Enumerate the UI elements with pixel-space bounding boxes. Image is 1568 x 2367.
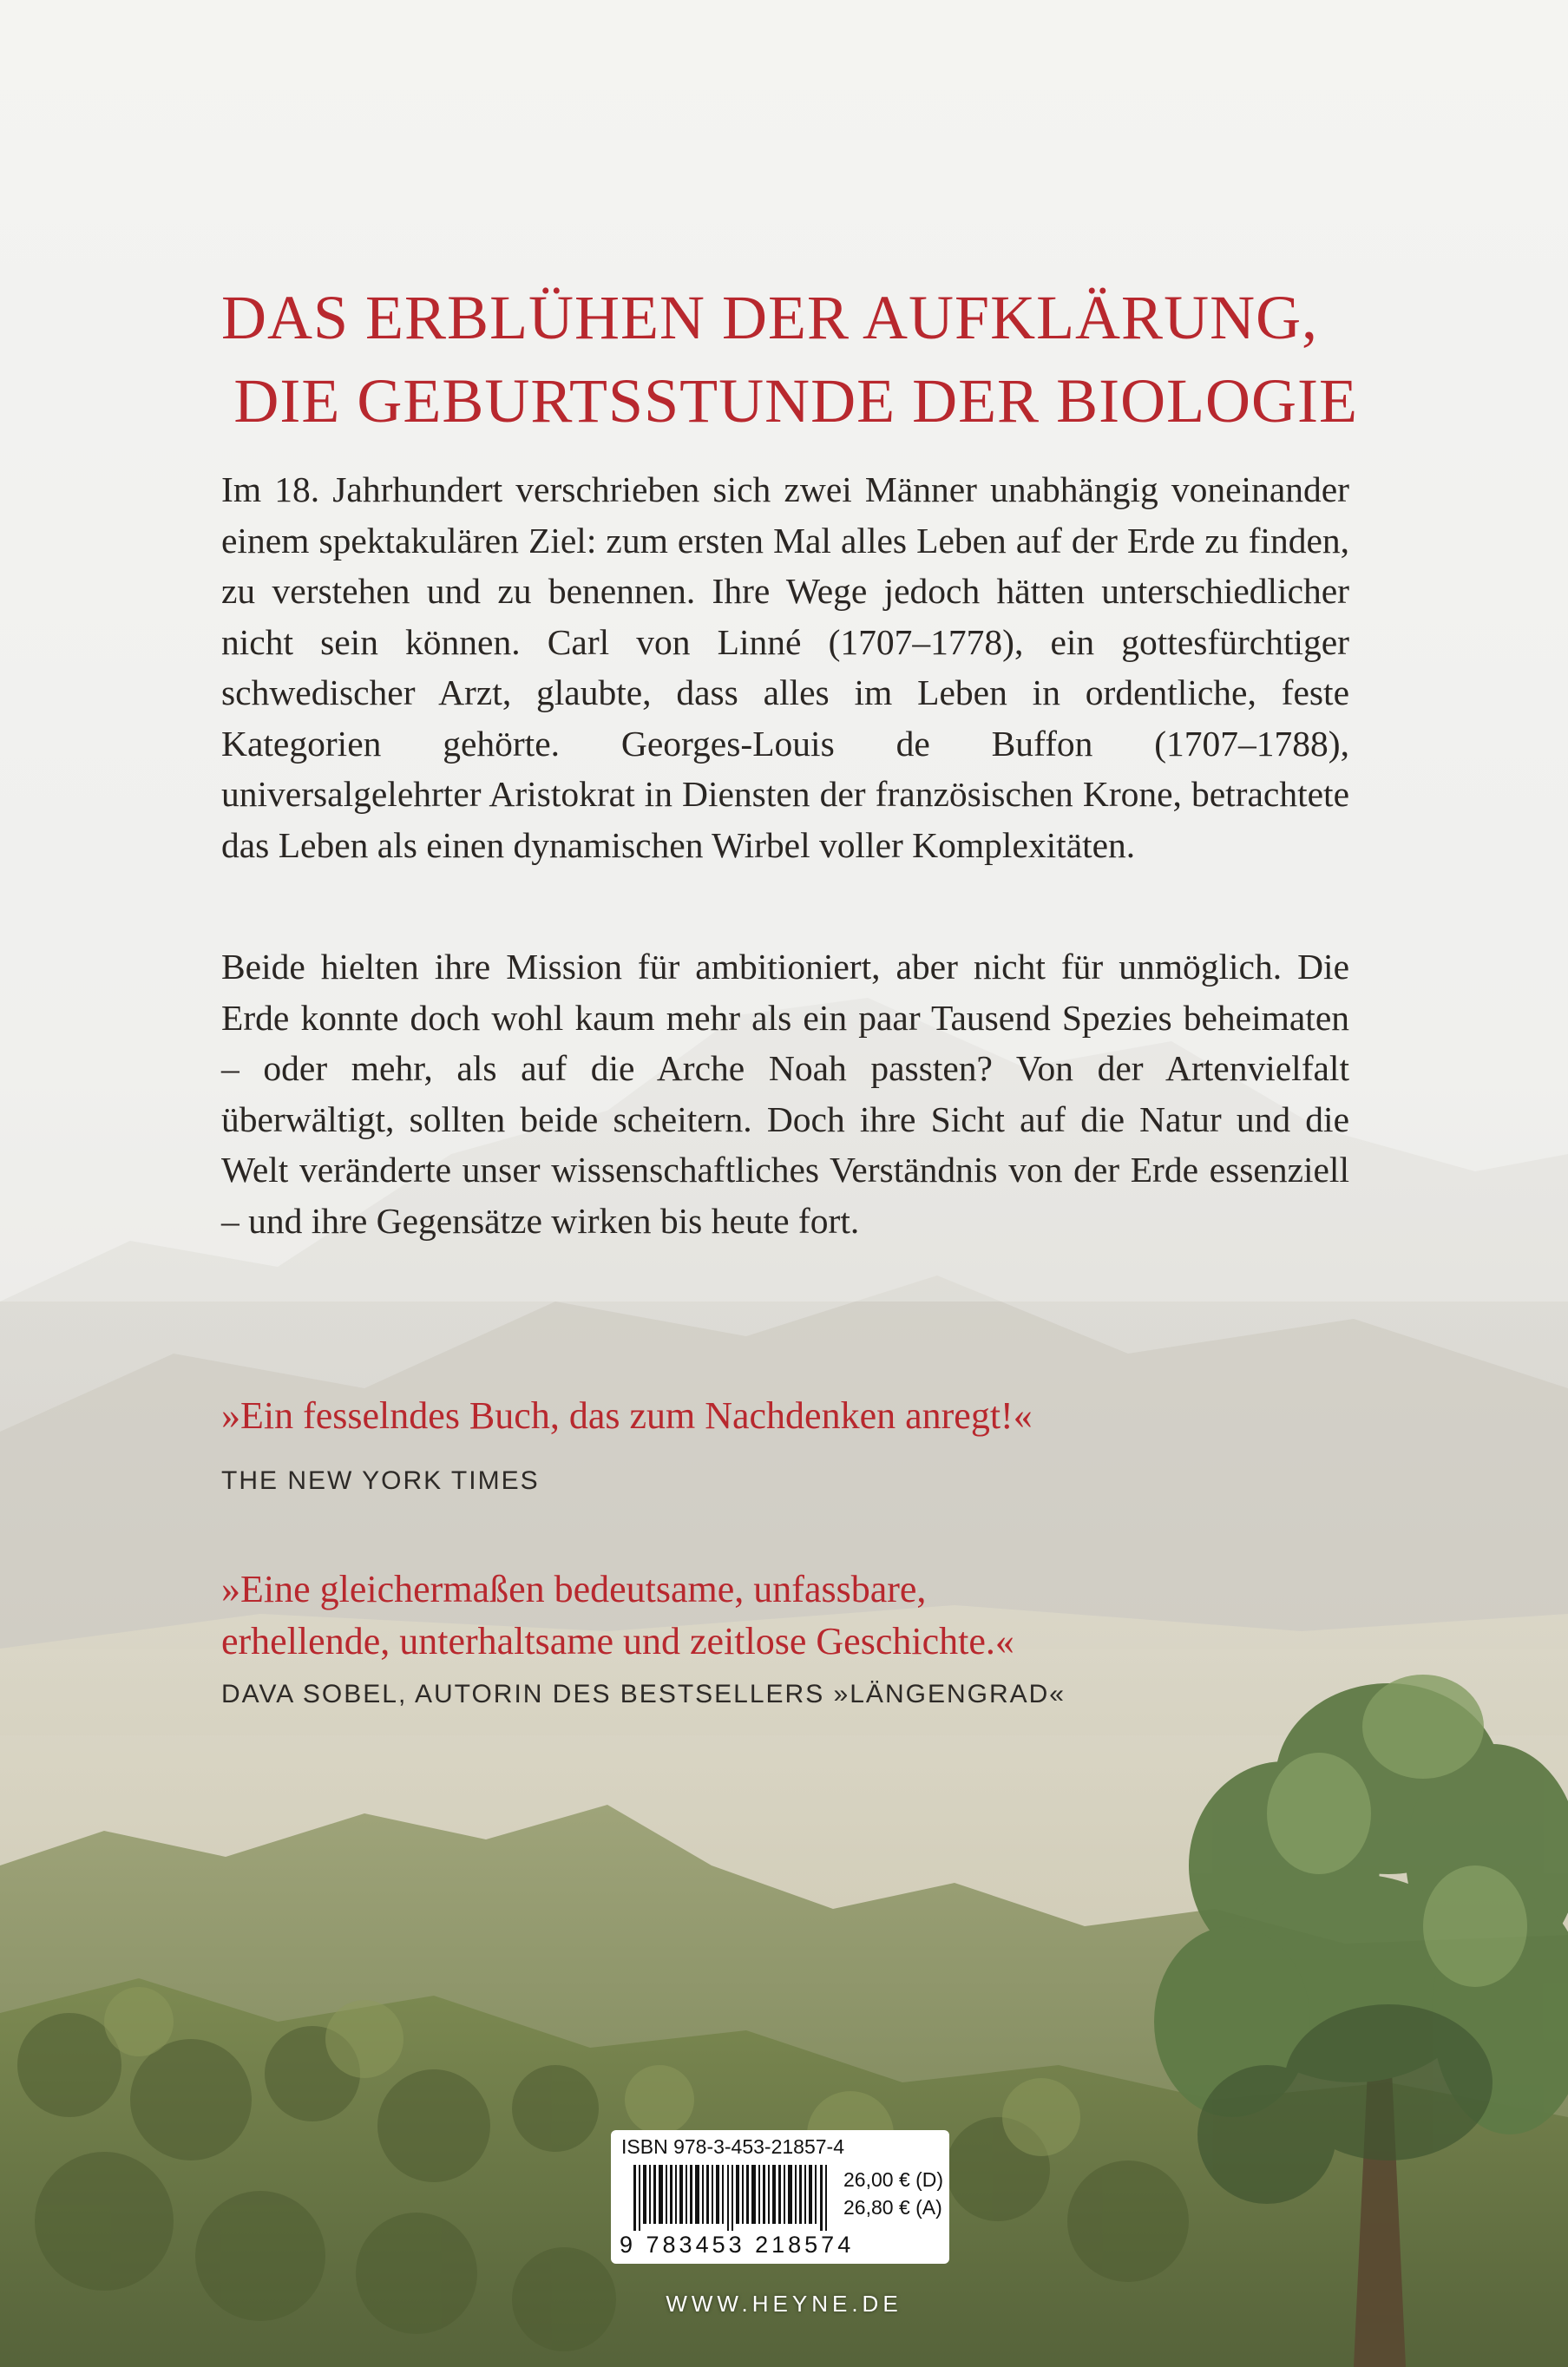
blurb-paragraph-1: Im 18. Jahrhundert verschrieben sich zwei Männer unabhängig voneinander einem spektakulären Ziel: zum ersten Mal alles Leben auf der Erde zu finden, zu verstehen und zu benennen. Ihre Wege jedoch hätten unterschiedlicher nicht sein können. Carl von Linné (1707–1778), ein gottesfürchtiger schwedischer Arzt, glaubte, dass alles im Leben in ordentliche, feste Kategorien gehörte. Georges-Louis de Buffon (1707–1788), universalgelehrter Aristokrat in Diensten der französischen Krone, betrachtete das Leben als einen dynamischen Wirbel voller Komplexitäten. <box>221 469 1349 865</box>
barcode-icon <box>633 2165 833 2231</box>
barcode-digits: 9 783453 218574 <box>620 2232 855 2258</box>
headline-line-1: DAS ERBLÜHEN DER AUFKLÄRUNG, <box>221 283 1319 352</box>
isbn-number: ISBN 978-3-453-21857-4 <box>621 2135 844 2158</box>
review-quote-2: »Eine gleichermaßen bedeutsame, unfassbare, erhellende, unterhaltsame und zeitlose Geschichte.« <box>221 1568 1014 1662</box>
isbn-barcode-label <box>611 2130 949 2264</box>
price-germany: 26,00 € (D) <box>843 2168 944 2191</box>
publisher-website: WWW.HEYNE.DE <box>666 2291 902 2317</box>
review-source-2: DAVA SOBEL, AUTORIN DES BESTSELLERS »LÄNGENGRAD« <box>221 1680 1066 1708</box>
price-austria: 26,80 € (A) <box>843 2196 942 2219</box>
blurb-paragraph-2: Beide hielten ihre Mission für ambitioniert, aber nicht für unmöglich. Die Erde konnte doch wohl kaum mehr als ein paar Tausend Spezies beheimaten – oder mehr, als auf die Arche Noah passten? Von der Artenvielfalt überwältigt, sollten beide scheitern. Doch ihre Sicht auf die Natur und die Welt veränderte unser wissenschaftliches Verständnis von der Erde essenziell – und ihre Gegensätze wirken bis heute fort. <box>221 947 1349 1241</box>
headline-line-2: DIE GEBURTSSTUNDE DER BIOLOGIE <box>233 366 1358 436</box>
review-quote-1: »Ein fesselndes Buch, das zum Nachdenken anregt!« <box>221 1394 1033 1437</box>
review-source-1: THE NEW YORK TIMES <box>221 1466 540 1495</box>
